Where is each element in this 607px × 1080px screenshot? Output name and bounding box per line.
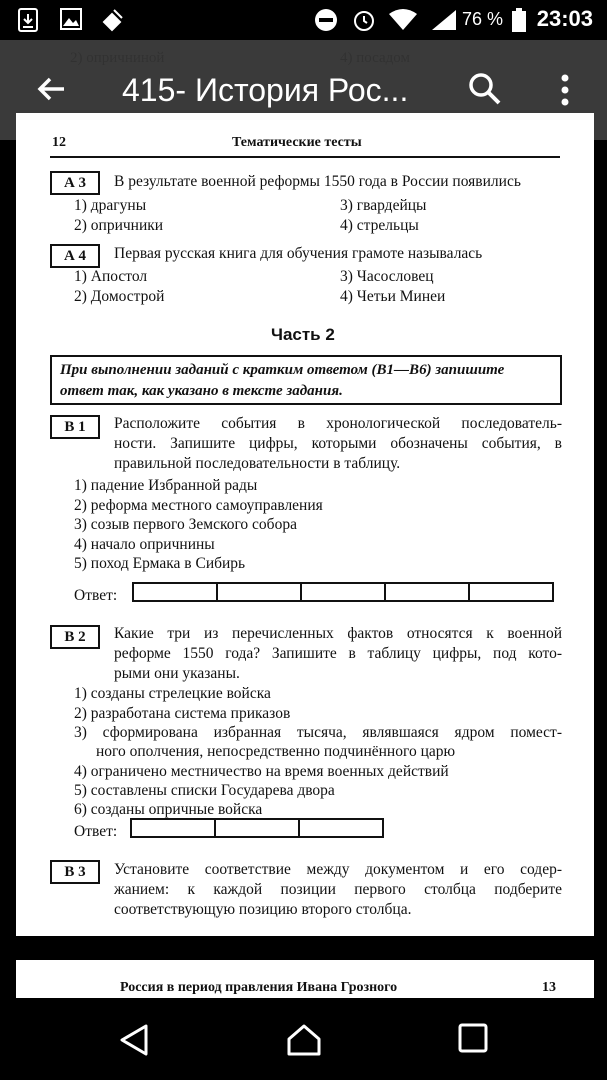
document-title: 415- История Рос... <box>122 72 409 108</box>
option-a4-4: 4) Четьи Минеи <box>340 288 446 305</box>
answer-label-b2: Ответ: <box>74 823 118 840</box>
question-b3-line-3: соответствующую позицию второго столбца. <box>114 901 412 918</box>
page-number: 12 <box>52 135 66 150</box>
option-b1-4: 4) начало опричнины <box>74 536 215 553</box>
question-b3-line-1: Установите соответствие между документом и его содер- <box>114 861 562 878</box>
option-b2-1: 1) созданы стрелецкие войска <box>74 685 271 702</box>
next-page-number: 13 <box>542 980 556 995</box>
part-title: Часть 2 <box>271 325 335 344</box>
question-label-b3: В 3 <box>50 860 100 884</box>
question-b2-line-3: рыми они указаны. <box>114 665 240 682</box>
option-b2-6: 6) созданы опричные войска <box>74 801 263 818</box>
option-b2-3: 3) сформирована избранная тысяча, являвшаяся ядром помест- <box>74 724 562 741</box>
page-header-title: Тематические тесты <box>232 135 362 150</box>
document-page[interactable] <box>16 113 594 936</box>
question-a3: В результате военной реформы 1550 года в России появились <box>114 173 521 190</box>
answer-grid-b1 <box>132 582 554 602</box>
more-options-icon[interactable] <box>560 74 570 111</box>
answer-cell[interactable] <box>132 820 216 836</box>
header-rule <box>50 156 560 158</box>
navigation-bar <box>0 998 607 1080</box>
question-a4: Первая русская книга для обучения грамоте называлась <box>114 245 483 262</box>
answer-label-b1: Ответ: <box>74 587 118 604</box>
nav-home-icon[interactable] <box>286 1023 322 1062</box>
option-a4-2: 2) Домострой <box>74 288 165 305</box>
option-b2-4: 4) ограничено местничество на время военных действий <box>74 763 449 780</box>
clock: 23:03 <box>536 6 593 31</box>
battery-icon <box>512 8 526 37</box>
next-document-page[interactable] <box>16 960 594 998</box>
option-b2-2: 2) разработана система приказов <box>74 705 291 722</box>
option-a3-3: 3) гвардейцы <box>340 197 427 214</box>
instruction-box <box>50 355 562 405</box>
answer-cell[interactable] <box>134 584 218 600</box>
question-label-b1: В 1 <box>50 415 100 439</box>
alarm-icon <box>352 8 376 37</box>
option-a3-2: 2) опричники <box>74 217 164 234</box>
option-b2-5: 5) составлены списки Государева двора <box>74 782 335 799</box>
question-label-a3: А 3 <box>50 171 100 195</box>
question-b2-line-1: Какие три из перечисленных фактов относятся к военной <box>114 625 562 642</box>
option-a3-4: 4) стрельцы <box>340 217 419 234</box>
answer-cell[interactable] <box>218 584 302 600</box>
option-a4-3: 3) Часословец <box>340 268 434 285</box>
instruction-line-1: При выполнении заданий с кратким ответом (В1—В6) запишите <box>60 362 505 378</box>
nav-recents-icon[interactable] <box>458 1023 488 1058</box>
option-b1-2: 2) реформа местного самоуправления <box>74 497 323 514</box>
question-label-b2: В 2 <box>50 625 100 649</box>
wifi-icon <box>388 8 418 37</box>
question-b1-line-2: ности. Запишите цифры, которыми обозначены события, в <box>114 435 562 452</box>
cleaner-notification-icon <box>100 8 126 37</box>
back-arrow-icon[interactable] <box>36 73 68 110</box>
image-notification-icon <box>60 8 82 35</box>
instruction-line-2: ответ так, как указано в тексте задания. <box>60 383 343 399</box>
answer-cell[interactable] <box>300 820 382 836</box>
option-b2-3-cont: ного ополчения, непосредственно подчинённого царю <box>96 743 456 760</box>
answer-cell[interactable] <box>302 584 386 600</box>
download-notification-icon <box>18 8 38 37</box>
option-a4-1: 1) Апостол <box>74 268 148 285</box>
question-b3-line-2: жанием: к каждой позиции первого столбца подберите <box>114 881 562 898</box>
option-b1-1: 1) падение Избранной рады <box>74 477 258 494</box>
question-b2-line-2: реформе 1550 года? Запишите в таблицу цифры, под кото- <box>114 645 562 662</box>
answer-cell[interactable] <box>386 584 470 600</box>
question-b1-line-1: Расположите события в хронологической последователь- <box>114 415 562 432</box>
nav-back-icon[interactable] <box>118 1023 150 1062</box>
signal-icon <box>430 8 458 37</box>
question-b1-line-3: правильной последовательности в таблицу. <box>114 455 401 472</box>
answer-grid-b2 <box>130 818 384 838</box>
next-page-header-title: Россия в период правления Ивана Грозного <box>120 980 398 995</box>
battery-percent: 76 % <box>462 9 504 29</box>
answer-cell[interactable] <box>470 584 552 600</box>
status-bar <box>0 0 607 40</box>
search-icon[interactable] <box>468 72 502 111</box>
do-not-disturb-icon <box>314 8 338 37</box>
question-label-a4: А 4 <box>50 244 100 268</box>
option-b1-3: 3) созыв первого Земского собора <box>74 516 297 533</box>
option-a3-1: 1) драгуны <box>74 197 147 214</box>
answer-cell[interactable] <box>216 820 300 836</box>
option-b1-5: 5) поход Ермака в Сибирь <box>74 555 246 572</box>
